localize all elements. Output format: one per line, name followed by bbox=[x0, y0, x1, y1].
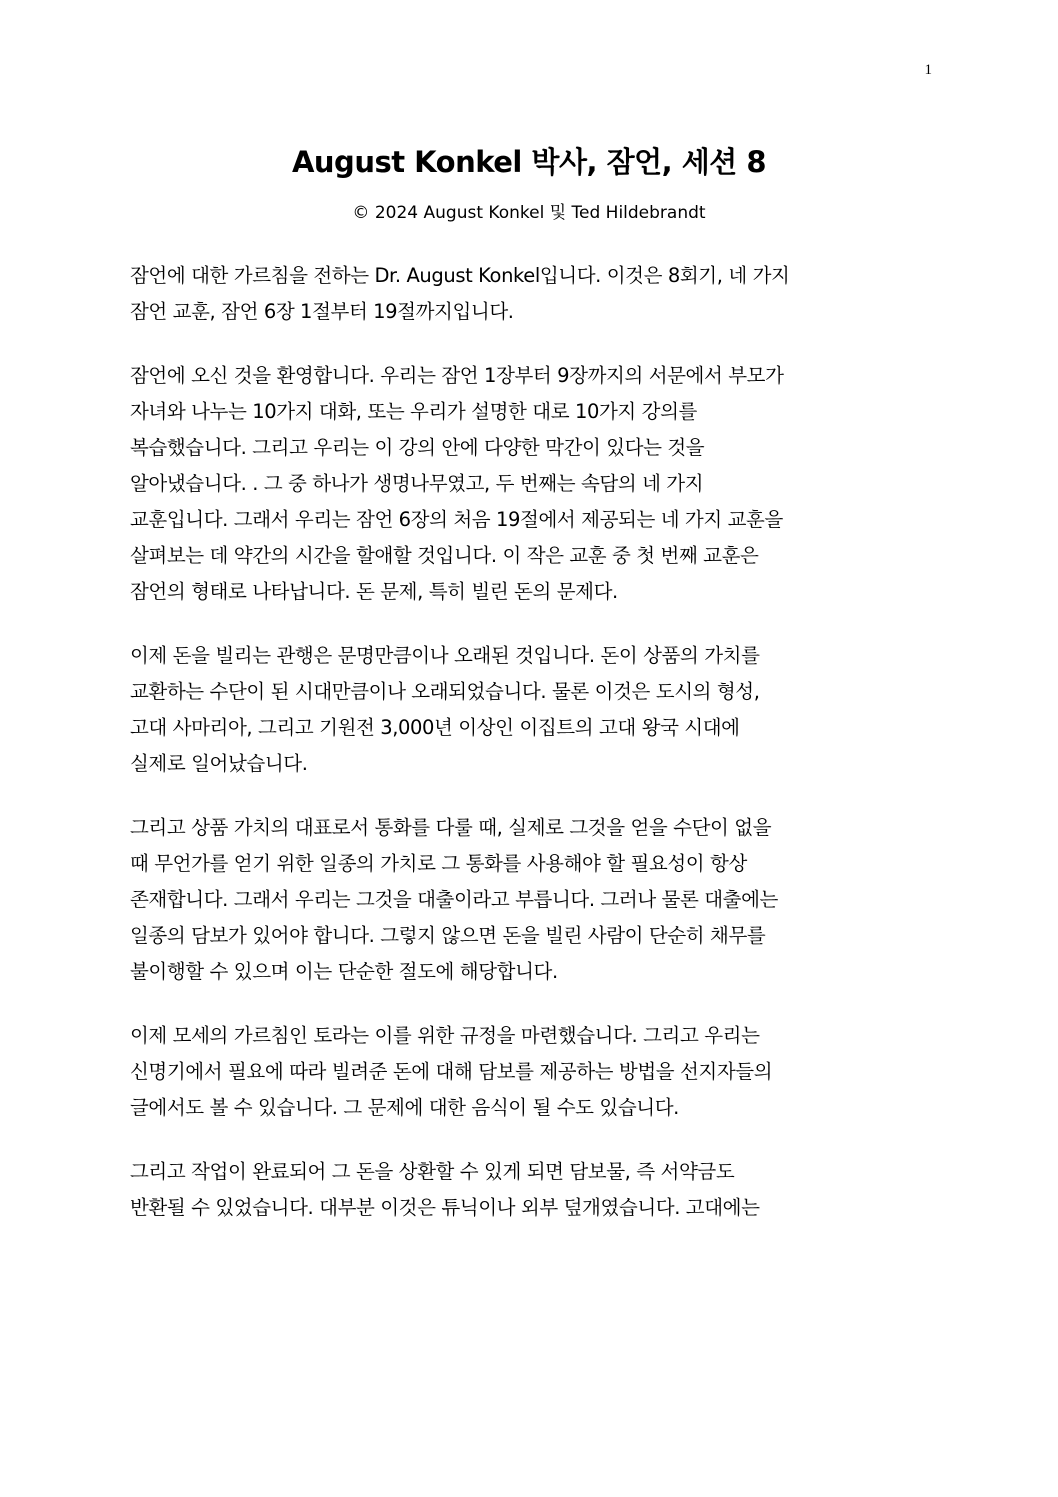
text-line: 불이행할 수 있으며 이는 단순한 절도에 해당합니다. bbox=[130, 960, 558, 983]
text-line: 자녀와 나누는 10가지 대화, 또는 우리가 설명한 대로 10가지 강의를 bbox=[130, 400, 697, 423]
text-line: 살펴보는 데 약간의 시간을 할애할 것입니다. 이 작은 교훈 중 첫 번째 교훈은 bbox=[130, 544, 759, 567]
text-line: 알아냈습니다. . 그 중 하나가 생명나무였고, 두 번째는 속담의 네 가지 bbox=[130, 472, 704, 495]
text-line: 잠언에 오신 것을 환영합니다. 우리는 잠언 1장부터 9장까지의 서문에서 부모가 bbox=[130, 364, 784, 387]
document-title: August Konkel 박사, 잠언, 세션 8 bbox=[291, 145, 767, 179]
text-line: 그리고 상품 가치의 대표로서 통화를 다룰 때, 실제로 그것을 얻을 수단이 없을 bbox=[130, 816, 772, 839]
text-line: 반환될 수 있었습니다. 대부분 이것은 튜닉이나 외부 덮개였습니다. 고대에는 bbox=[130, 1196, 760, 1219]
text-line: 일종의 담보가 있어야 합니다. 그렇지 않으면 돈을 빌린 사람이 단순히 채무를 bbox=[130, 924, 766, 947]
text-line: 잠언에 대한 가르침을 전하는 Dr. August Konkel입니다. 이것은 8회기, 네 가지 bbox=[130, 264, 790, 287]
text-line: 교훈입니다. 그래서 우리는 잠언 6장의 처음 19절에서 제공되는 네 가지 교훈을 bbox=[130, 508, 783, 531]
text-line: 이제 모세의 가르침인 토라는 이를 위한 규정을 마련했습니다. 그리고 우리는 bbox=[130, 1024, 760, 1047]
text-line: 때 무언가를 얻기 위한 일종의 가치로 그 통화를 사용해야 할 필요성이 항상 bbox=[130, 852, 747, 875]
page-number: 1 bbox=[924, 62, 932, 78]
text-line: 이제 돈을 빌리는 관행은 문명만큼이나 오래된 것입니다. 돈이 상품의 가치를 bbox=[130, 644, 760, 667]
text-line: 실제로 일어났습니다. bbox=[130, 752, 308, 775]
copyright-line: © 2024 August Konkel 및 Ted Hildebrandt bbox=[352, 203, 706, 223]
paragraph bbox=[130, 1154, 930, 1226]
text-line: 신명기에서 필요에 따라 빌려준 돈에 대해 담보를 제공하는 방법을 선지자들의 bbox=[130, 1060, 773, 1083]
text-line: 글에서도 볼 수 있습니다. 그 문제에 대한 음식이 될 수도 있습니다. bbox=[130, 1096, 679, 1119]
text-line: 복습했습니다. 그리고 우리는 이 강의 안에 다양한 막간이 있다는 것을 bbox=[130, 436, 705, 459]
paragraph bbox=[130, 638, 930, 782]
text-line: 잠언 교훈, 잠언 6장 1절부터 19절까지입니다. bbox=[130, 300, 514, 323]
paragraph bbox=[130, 258, 930, 330]
body-text bbox=[130, 258, 930, 1254]
text-line: 고대 사마리아, 그리고 기원전 3,000년 이상인 이집트의 고대 왕국 시대에 bbox=[130, 716, 740, 739]
paragraph bbox=[130, 1018, 930, 1126]
text-line: 그리고 작업이 완료되어 그 돈을 상환할 수 있게 되면 담보물, 즉 서약금도 bbox=[130, 1160, 735, 1183]
paragraph bbox=[130, 358, 930, 610]
text-line: 잠언의 형태로 나타납니다. 돈 문제, 특히 빌린 돈의 문제다. bbox=[130, 580, 618, 603]
paragraph bbox=[130, 810, 930, 990]
text-line: 존재합니다. 그래서 우리는 그것을 대출이라고 부릅니다. 그러나 물론 대출에는 bbox=[130, 888, 778, 911]
text-line: 교환하는 수단이 된 시대만큼이나 오래되었습니다. 물론 이것은 도시의 형성, bbox=[130, 680, 760, 703]
